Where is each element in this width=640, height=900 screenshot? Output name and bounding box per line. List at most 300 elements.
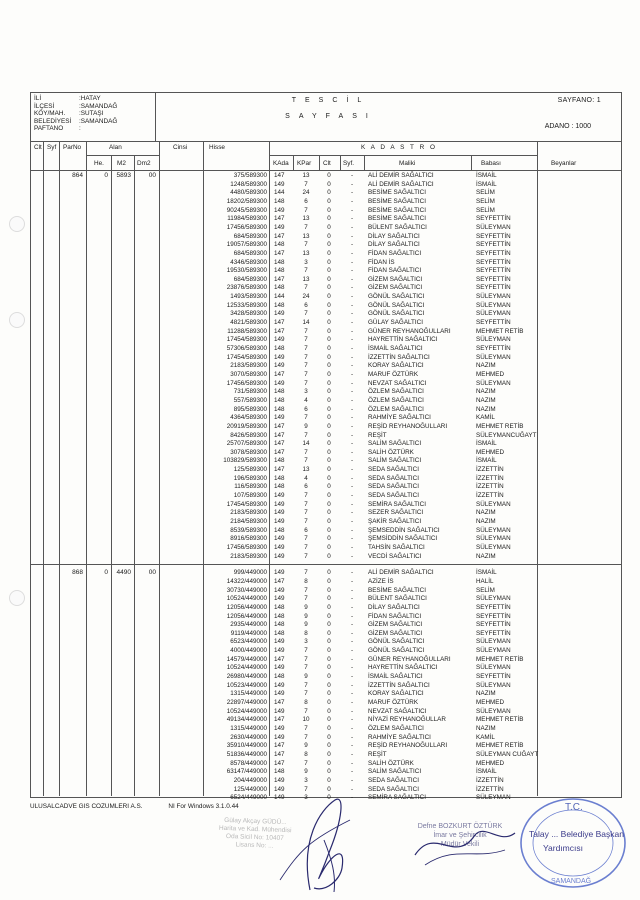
kada-cell: 147 — [274, 370, 285, 378]
clt-cell: 0 — [327, 500, 331, 508]
col-maliki: Maliki — [399, 160, 416, 167]
share-cell: 684/589300 — [233, 249, 267, 257]
table-row — [31, 630, 621, 639]
kada-cell: 147 — [274, 448, 285, 456]
kpar-cell: 8 — [304, 750, 308, 758]
share-cell: 125/449000 — [233, 785, 267, 793]
father-cell: SÜLEYMAN — [476, 647, 511, 655]
kpar-cell: 7 — [304, 310, 308, 318]
father-cell: SÜLEYMAN — [476, 681, 511, 689]
owner-cell: SEMİRA SAĞALTICI — [368, 794, 426, 802]
kada-cell: 148 — [274, 483, 285, 491]
father-cell: İSMAİL — [476, 180, 497, 188]
syf-cell: - — [350, 483, 354, 491]
father-cell: MEHMED — [476, 370, 504, 378]
clt-cell: 0 — [327, 388, 331, 396]
table-row — [31, 181, 621, 190]
kada-cell: 147 — [274, 249, 285, 257]
syf-cell: - — [350, 500, 354, 508]
syf-cell: - — [350, 215, 354, 223]
kpar-cell: 7 — [304, 492, 308, 500]
kada-cell: 149 — [274, 681, 285, 689]
stamp-line: Harita ve Kad. Mühendisi — [218, 824, 292, 835]
seal-text: Yardımcısı — [543, 843, 583, 853]
table-row — [31, 293, 621, 302]
father-cell: İSMAİL — [476, 768, 497, 776]
kada-cell: 149 — [274, 733, 285, 741]
owner-cell: FİDAN SAĞALTICI — [368, 612, 422, 620]
syf-cell: - — [350, 785, 354, 793]
location-block — [31, 93, 156, 141]
clt-cell: 0 — [327, 724, 331, 732]
father-cell: SÜLEYMAN — [476, 223, 511, 231]
owner-cell: DİLAY SAĞALTICI — [368, 241, 420, 249]
owner-cell: SALİM SAĞALTICI — [368, 768, 422, 776]
kpar-cell: 7 — [304, 681, 308, 689]
kpar-cell: 7 — [304, 431, 308, 439]
owner-cell: SALİM SAĞALTICI — [368, 457, 422, 465]
owner-cell: GÖNÜL SAĞALTICI — [368, 638, 425, 646]
clt-cell: 0 — [327, 577, 331, 585]
kpar-cell: 4 — [304, 474, 308, 482]
clt-cell: 0 — [327, 492, 331, 500]
kada-cell: 147 — [274, 422, 285, 430]
field-label: PAFTANO — [34, 125, 64, 133]
clt-cell: 0 — [327, 768, 331, 776]
col-dm2: Dm2 — [137, 160, 151, 167]
kada-cell: 147 — [274, 275, 285, 283]
kpar-cell: 7 — [304, 535, 308, 543]
clt-cell: 0 — [327, 526, 331, 534]
father-cell: İZZETTİN — [476, 483, 504, 491]
kpar-cell: 7 — [304, 267, 308, 275]
share-cell: 17456/589300 — [226, 543, 267, 551]
kada-cell: 148 — [274, 345, 285, 352]
parcel-number: 864 — [72, 172, 83, 179]
share-cell: 30730/449000 — [226, 586, 267, 594]
table-row — [31, 328, 621, 337]
syf-cell: - — [350, 552, 354, 560]
kpar-cell: 8 — [304, 577, 308, 585]
owner-cell: KORAY SAĞALTICI — [368, 690, 424, 698]
kada-cell: 148 — [274, 258, 285, 266]
syf-cell: - — [350, 197, 354, 205]
table-row — [31, 388, 621, 397]
kada-cell: 147 — [274, 655, 285, 663]
kpar-cell: 14 — [302, 440, 310, 448]
syf-cell: - — [350, 431, 354, 439]
table-row — [31, 638, 621, 647]
syf-cell: - — [350, 388, 354, 396]
table-row — [31, 432, 621, 441]
clt-cell: 0 — [327, 189, 331, 197]
owner-cell: REŞİD REYHANOĞULLARI — [368, 742, 448, 750]
kpar-cell: 3 — [304, 794, 308, 802]
owner-cell: REŞİT — [368, 431, 387, 439]
syf-cell: - — [350, 275, 354, 283]
ada-number: ADANO : 1000 — [544, 123, 591, 130]
father-cell: SÜLEYMAN — [476, 543, 511, 551]
share-cell: 25707/589300 — [226, 440, 267, 448]
kpar-cell: 7 — [304, 664, 308, 672]
father-cell: İSMAİL — [476, 172, 497, 179]
kpar-cell: 9 — [304, 612, 308, 620]
owner-cell: MARUF ÖZTÜRK — [368, 699, 419, 706]
syf-cell: - — [350, 232, 354, 240]
owner-cell: GÖNÜL SAĞALTICI — [368, 310, 425, 318]
share-cell: 4364/589300 — [230, 414, 267, 422]
owner-cell: FİDAN SAĞALTICI — [368, 249, 422, 257]
father-cell: SEYFETTİN — [476, 345, 511, 352]
owner-cell: NEVZAT SAĞALTICI — [368, 379, 427, 387]
divider — [471, 155, 472, 170]
table-row — [31, 466, 621, 475]
owner-cell: SEDA SAĞALTICI — [368, 466, 419, 474]
owner-cell: İZZETTİN SAĞALTICI — [368, 681, 430, 689]
clt-cell: 0 — [327, 776, 331, 784]
owner-cell: BESİME SAĞALTICI — [368, 189, 426, 197]
kpar-cell: 7 — [304, 336, 308, 344]
syf-cell: - — [350, 612, 354, 620]
share-cell: 17454/589300 — [226, 336, 267, 344]
clt-cell: 0 — [327, 716, 331, 724]
syf-cell: - — [350, 327, 354, 335]
owner-cell: VECDİ SAĞALTICI — [368, 552, 422, 560]
clt-cell: 0 — [327, 258, 331, 266]
kada-cell: 149 — [274, 223, 285, 231]
kpar-cell: 6 — [304, 483, 308, 491]
father-cell: SEYFETTİN — [476, 621, 511, 629]
syf-cell: - — [350, 474, 354, 482]
father-cell: SÜLEYMAN — [476, 526, 511, 534]
father-cell: SELİM — [476, 189, 495, 197]
clt-cell: 0 — [327, 509, 331, 517]
location-row — [34, 110, 155, 118]
father-cell: SÜLEYMAN — [476, 353, 511, 361]
syf-cell: - — [350, 750, 354, 758]
footer — [30, 803, 239, 810]
location-row — [34, 118, 155, 126]
kada-cell: 147 — [274, 759, 285, 767]
share-cell: 3428/589300 — [230, 310, 267, 318]
clt-cell: 0 — [327, 647, 331, 655]
syf-cell: - — [350, 776, 354, 784]
owner-cell: ÖZLEM SAĞALTICI — [368, 724, 424, 732]
owner-cell: ALİ DEMİR SAĞALTICI — [368, 569, 434, 577]
share-cell: 90245/589300 — [226, 206, 267, 214]
punch-hole — [9, 590, 25, 606]
kada-cell: 149 — [274, 414, 285, 422]
parcel-number: 868 — [72, 569, 83, 577]
kpar-cell: 7 — [304, 206, 308, 214]
owner-cell: MARUF ÖZTÜRK — [368, 370, 419, 378]
owner-cell: SEZER SAĞALTICI — [368, 509, 424, 517]
share-cell: 17454/589300 — [226, 353, 267, 361]
syf-cell: - — [350, 180, 354, 188]
kpar-cell: 7 — [304, 759, 308, 767]
clt-cell: 0 — [327, 586, 331, 594]
table-row — [31, 751, 621, 760]
share-cell: 1315/449000 — [230, 724, 267, 732]
share-cell: 3070/589300 — [230, 370, 267, 378]
father-cell: SEYFETTİN — [476, 284, 511, 292]
kpar-cell: 3 — [304, 388, 308, 396]
father-cell: SEYFETTİN — [476, 267, 511, 275]
share-cell: 116/589300 — [234, 483, 267, 491]
father-cell: SÜLEYMAN — [476, 707, 511, 715]
table-row — [31, 768, 621, 777]
stamp-line: Gülay Akçay GÜDÜ... — [224, 816, 287, 827]
share-cell: 19057/589300 — [226, 241, 267, 249]
table-row — [31, 673, 621, 682]
table-row — [31, 604, 621, 613]
syf-cell: - — [350, 457, 354, 465]
col-syf2: Syf. — [343, 160, 355, 167]
share-cell: 8426/589300 — [230, 431, 267, 439]
owner-cell: GÖNÜL SAĞALTICI — [368, 647, 425, 655]
share-cell: 20919/589300 — [226, 422, 267, 430]
syf-cell: - — [350, 336, 354, 344]
owner-cell: TAHSİN SAĞALTICI — [368, 543, 425, 551]
father-cell: KAMİL — [476, 733, 495, 741]
share-cell: 10524/449000 — [226, 664, 267, 672]
father-cell: SÜLEYMAN — [476, 336, 511, 344]
kpar-cell: 13 — [302, 466, 310, 474]
share-cell: 1248/589300 — [230, 180, 267, 188]
kada-cell: 148 — [274, 267, 285, 275]
kada-cell: 148 — [274, 673, 285, 681]
kada-cell: 148 — [274, 612, 285, 620]
share-cell: 19530/589300 — [226, 267, 267, 275]
clt-cell: 0 — [327, 405, 331, 413]
table-row — [31, 544, 621, 553]
father-cell: SÜLEYMAN — [476, 500, 511, 508]
kada-cell: 149 — [274, 535, 285, 543]
table-row — [31, 284, 621, 293]
syf-cell: - — [350, 293, 354, 301]
owner-cell: SEDA SAĞALTICI — [368, 483, 419, 491]
syf-cell: - — [350, 768, 354, 776]
owner-cell: NEVZAT SAĞALTICI — [368, 707, 427, 715]
father-cell: SÜLEYMAN — [476, 664, 511, 672]
kpar-cell: 7 — [304, 586, 308, 594]
share-cell: 12056/449000 — [226, 603, 267, 611]
share-cell: 11288/589300 — [227, 327, 267, 335]
col-hisse: Hisse — [209, 144, 225, 151]
kpar-cell: 7 — [304, 327, 308, 335]
owner-cell: DİLAY SAĞALTICI — [368, 232, 420, 240]
kada-cell: 149 — [274, 785, 285, 793]
clt-cell: 0 — [327, 197, 331, 205]
share-cell: 12056/449000 — [226, 612, 267, 620]
syf-cell: - — [350, 535, 354, 543]
field-label: KÖY/MAH. — [34, 110, 66, 118]
owner-cell: KORAY SAĞALTICI — [368, 362, 424, 370]
syf-cell: - — [350, 466, 354, 474]
share-cell: 23876/589300 — [226, 284, 267, 292]
father-cell: SEYFETTİN — [476, 215, 511, 223]
kada-cell: 147 — [274, 716, 285, 724]
kada-cell: 147 — [274, 232, 285, 240]
table-row — [31, 250, 621, 259]
father-cell: SÜLEYMAN — [476, 293, 511, 301]
kpar-cell: 10 — [302, 716, 310, 724]
clt-cell: 0 — [327, 466, 331, 474]
divider — [537, 141, 538, 170]
kpar-cell: 24 — [302, 189, 310, 197]
syf-cell: - — [350, 595, 354, 603]
father-cell: MEHMED — [476, 699, 504, 706]
owner-cell: AZİZE İS — [368, 577, 394, 585]
kpar-cell: 7 — [304, 647, 308, 655]
kpar-cell: 7 — [304, 284, 308, 292]
father-cell: NAZIM — [476, 396, 496, 404]
share-cell: 57306/589300 — [226, 345, 267, 352]
owner-cell: ÖZLEM SAĞALTICI — [368, 388, 424, 396]
syf-cell: - — [350, 310, 354, 318]
column-header — [30, 141, 622, 171]
owner-cell: FİDAN İS — [368, 258, 395, 266]
kpar-cell: 9 — [304, 742, 308, 750]
table-row — [31, 613, 621, 622]
share-cell: 10524/449000 — [226, 595, 267, 603]
table-row — [31, 406, 621, 415]
syf-cell: - — [350, 172, 354, 179]
clt-cell: 0 — [327, 327, 331, 335]
clt-cell: 0 — [327, 664, 331, 672]
owner-cell: ŞEMSİDDİN SAĞALTICI — [368, 535, 438, 543]
header-box — [30, 92, 622, 142]
syf-cell: - — [350, 396, 354, 404]
father-cell: SÜLEYMAN — [476, 379, 511, 387]
table-row — [31, 198, 621, 207]
share-cell: 999/449000 — [233, 569, 267, 577]
kpar-cell: 7 — [304, 724, 308, 732]
kada-cell: 149 — [274, 707, 285, 715]
father-cell: İSMAİL — [476, 440, 497, 448]
kada-cell: 144 — [274, 189, 285, 197]
table-row — [31, 380, 621, 389]
owner-cell: FİDAN SAĞALTICI — [368, 267, 422, 275]
kpar-cell: 7 — [304, 655, 308, 663]
father-cell: SÜLEYMAN — [476, 301, 511, 309]
stamp-line: Müdür Vekili — [440, 841, 480, 848]
kada-cell: 148 — [274, 284, 285, 292]
stamp-line: İmar ve Şehircilik — [433, 832, 487, 839]
clt-cell: 0 — [327, 267, 331, 275]
syf-cell: - — [350, 664, 354, 672]
kpar-cell: 13 — [302, 215, 310, 223]
kada-cell: 149 — [274, 690, 285, 698]
owner-cell: BESİME SAĞALTICI — [368, 197, 426, 205]
kpar-cell: 7 — [304, 518, 308, 525]
share-cell: 2183/589300 — [230, 362, 267, 370]
owner-cell: GÖNÜL SAĞALTICI — [368, 301, 425, 309]
syf-cell: - — [350, 759, 354, 767]
father-cell: NAZIM — [476, 405, 496, 413]
kada-cell: 148 — [274, 621, 285, 629]
syf-cell: - — [350, 629, 354, 637]
table-row — [31, 457, 621, 466]
col-clt2: Clt — [323, 160, 331, 167]
father-cell: İZZETTİN — [476, 785, 504, 793]
clt-cell: 0 — [327, 552, 331, 560]
kada-cell: 144 — [274, 293, 285, 301]
clt-cell: 0 — [327, 569, 331, 577]
kada-cell: 149 — [274, 379, 285, 387]
stamp-line: Lisans No: ... — [235, 841, 274, 850]
table-row — [31, 621, 621, 630]
kpar-cell: 3 — [304, 638, 308, 646]
area-hectare: 0 — [104, 569, 108, 577]
father-cell: SEYFETTİN — [476, 603, 511, 611]
owner-cell: ALİ DEMİR SAĞALTICI — [368, 172, 434, 179]
father-cell: SÜLEYMAN — [476, 535, 511, 543]
share-cell: 35910/449000 — [226, 742, 267, 750]
table-row — [31, 509, 621, 518]
clt-cell: 0 — [327, 681, 331, 689]
share-cell: 196/589300 — [233, 474, 267, 482]
syf-cell: - — [350, 673, 354, 681]
kada-cell: 148 — [274, 396, 285, 404]
table-row — [31, 569, 621, 578]
clt-cell: 0 — [327, 750, 331, 758]
syf-cell: - — [350, 543, 354, 551]
table-row — [31, 414, 621, 423]
syf-cell: - — [350, 681, 354, 689]
share-cell: 684/589300 — [233, 275, 267, 283]
kpar-cell: 7 — [304, 180, 308, 188]
owner-cell: BÜLENT SAĞALTICI — [368, 223, 427, 231]
table-row — [31, 207, 621, 216]
syf-cell: - — [350, 241, 354, 249]
divider — [86, 155, 159, 156]
clt-cell: 0 — [327, 655, 331, 663]
table-row — [31, 319, 621, 328]
table-row — [31, 734, 621, 743]
syf-cell: - — [350, 742, 354, 750]
kada-cell: 148 — [274, 768, 285, 776]
table-row — [31, 699, 621, 708]
table-row — [31, 535, 621, 544]
col-babasi: Babası — [481, 160, 501, 167]
share-cell: 17456/589300 — [226, 223, 267, 231]
father-cell: SEYFETTİN — [476, 319, 511, 327]
kpar-cell: 7 — [304, 345, 308, 352]
owner-cell: HAYRETTİN SAĞALTICI — [368, 336, 438, 344]
table-row — [31, 492, 621, 501]
area-m2: 4490 — [116, 569, 131, 577]
kada-cell: 148 — [274, 526, 285, 534]
kpar-cell: 8 — [304, 629, 308, 637]
clt-cell: 0 — [327, 595, 331, 603]
owner-cell: SEDA SAĞALTICI — [368, 776, 419, 784]
seal-text: T.C. — [565, 802, 583, 813]
col-beyanlar: Beyanlar — [551, 160, 577, 167]
clt-cell: 0 — [327, 232, 331, 240]
kada-cell: 149 — [274, 794, 285, 802]
syf-cell: - — [350, 647, 354, 655]
father-cell: HALİL — [476, 577, 494, 585]
share-cell: 18202/589300 — [226, 197, 267, 205]
father-cell: MEHMET RETİB — [476, 655, 524, 663]
table-row — [31, 527, 621, 536]
share-cell: 8578/449000 — [230, 759, 267, 767]
kada-cell: 148 — [274, 241, 285, 249]
col-cinsi: Cinsi — [173, 144, 188, 151]
syf-cell: - — [350, 690, 354, 698]
share-cell: 12533/589300 — [226, 301, 267, 309]
